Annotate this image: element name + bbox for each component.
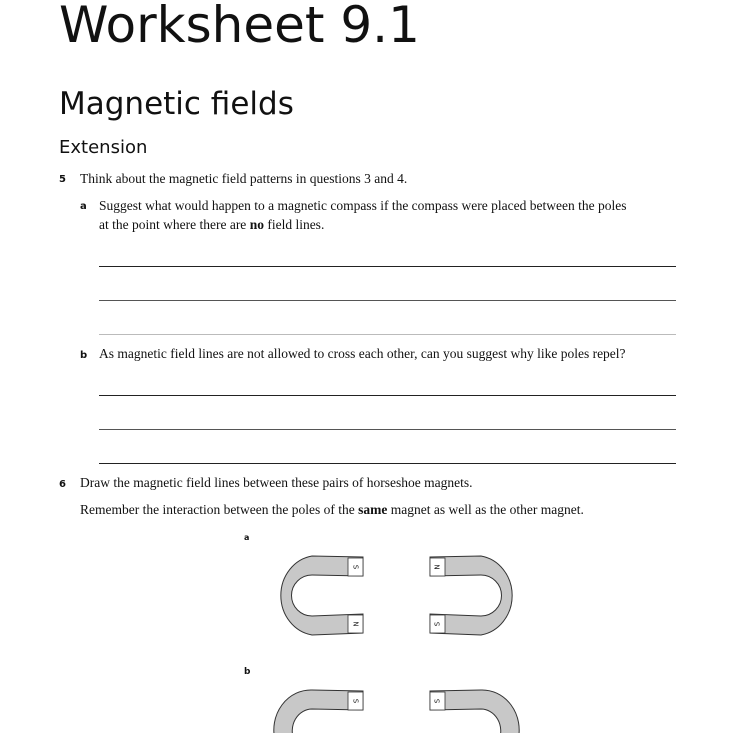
pole-label: N <box>351 621 360 627</box>
question-text: As magnetic field lines are not allowed to cross each other, can you suggest why like poles repel? <box>99 346 626 361</box>
part-label: b <box>80 350 88 361</box>
question-text: Remember the interaction between the poles of the same magnet as well as the other magnet. <box>80 502 584 517</box>
section-heading: Extension <box>59 137 148 158</box>
part-label: b <box>244 667 251 677</box>
question-number: 6 <box>59 479 66 490</box>
topic-title: Magnetic fields <box>59 86 294 122</box>
pole-label: S <box>351 698 360 704</box>
part-label: a <box>244 533 250 542</box>
question-text: at the point where there are no field lines. <box>99 217 325 232</box>
question-number: 5 <box>59 174 66 185</box>
pole-label: S <box>433 621 442 627</box>
pole-label: S <box>351 564 360 570</box>
worksheet-title: Worksheet 9.1 <box>59 0 420 54</box>
part-label: a <box>80 201 87 212</box>
question-text: Think about the magnetic field patterns in questions 3 and 4. <box>80 171 408 186</box>
pole-label: N <box>433 564 442 570</box>
question-text: Draw the magnetic field lines between these pairs of horseshoe magnets. <box>80 475 473 490</box>
pole-label: S <box>433 698 442 704</box>
question-text: Suggest what would happen to a magnetic compass if the compass were placed between the poles <box>99 198 627 213</box>
